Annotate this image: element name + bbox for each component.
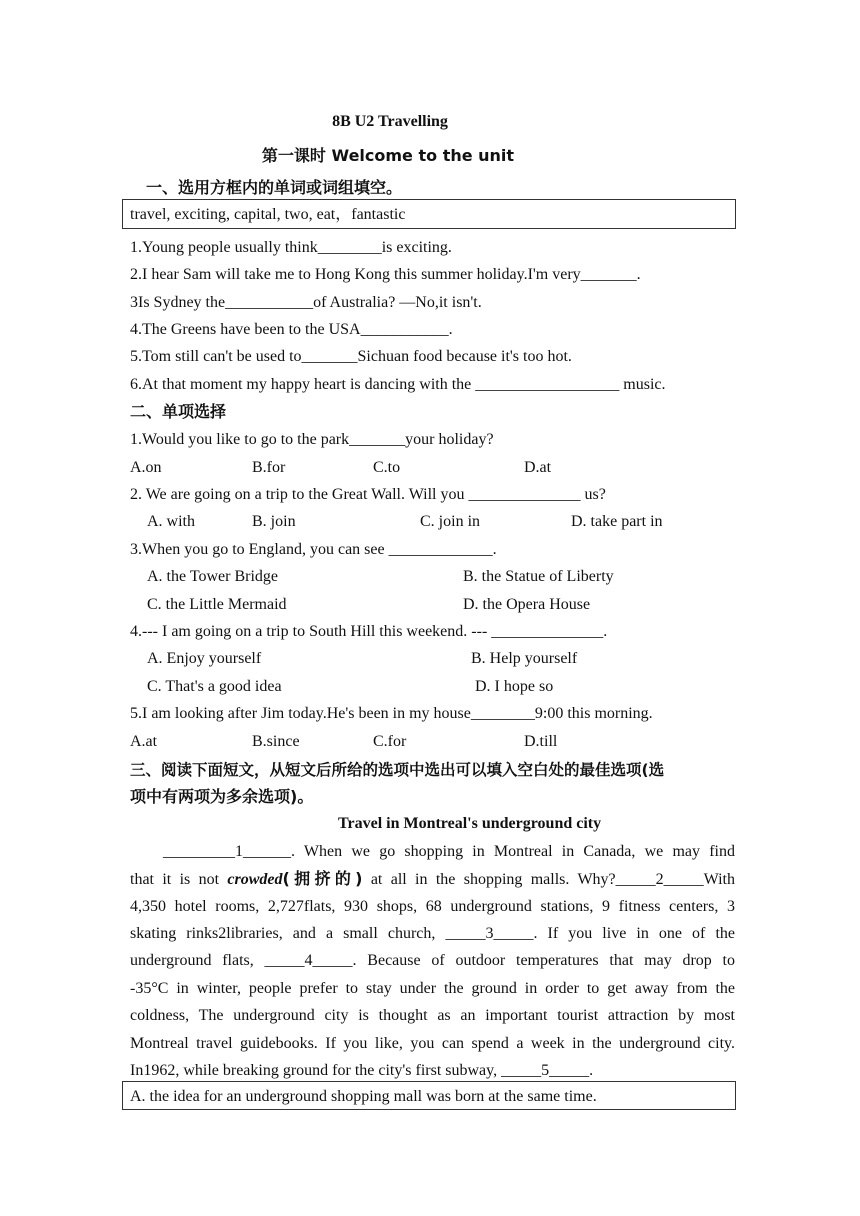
passage-line-5: underground flats, _____4_____. Because of outdoor temperatures that may drop to xyxy=(130,952,735,969)
fill-item-1: 1.Young people usually think________is exciting. xyxy=(130,239,452,256)
section1-heading: 一、选用方框内的单词或词组填空。 xyxy=(146,178,403,197)
mc3-option-c: C. the Little Mermaid xyxy=(147,596,287,613)
mc5-option-c: C.for xyxy=(373,733,407,750)
mc-question-4: 4.--- I am going on a trip to South Hill this weekend. --- ______________. xyxy=(130,623,608,640)
passage-line-2-suffix: at all in the shopping malls. Why?_____2_____With xyxy=(362,871,736,888)
page-title: 8B U2 Travelling xyxy=(332,113,448,130)
mc4-option-b: B. Help yourself xyxy=(471,650,578,667)
mc1-option-a: A.on xyxy=(130,459,162,476)
mc3-option-d: D. the Opera House xyxy=(463,596,591,613)
mc-question-5: 5.I am looking after Jim today.He's been in my house________9:00 this morning. xyxy=(130,705,653,722)
mc-question-1: 1.Would you like to go to the park_______your holiday? xyxy=(130,431,494,448)
mc2-option-c: C. join in xyxy=(420,513,481,530)
passage-line-7: coldness, The underground city is thought as an important tourist attraction by most xyxy=(130,1007,735,1024)
fill-item-6: 6.At that moment my happy heart is dancing with the __________________ music. xyxy=(130,376,666,393)
mc-question-2: 2. We are going on a trip to the Great Wall. Will you ______________ us? xyxy=(130,486,606,503)
passage-title: Travel in Montreal's underground city xyxy=(338,815,602,832)
section3-heading-line1: 三、阅读下面短文，从短文后所给的选项中选出可以填入空白处的最佳选项(选 xyxy=(130,761,665,779)
mc2-option-a: A. with xyxy=(147,513,195,530)
mc1-option-d: D.at xyxy=(524,459,552,476)
word-box-text: travel, exciting, capital, two, eat，fantastic xyxy=(130,206,406,223)
passage-line-3: 4,350 hotel rooms, 2,727flats, 930 shops, 68 underground stations, 9 fitness centers, 3 xyxy=(130,898,735,915)
mc5-option-a: A.at xyxy=(130,733,158,750)
mc2-option-b: B. join xyxy=(252,513,296,530)
subtitle-text: 第一课时 Welcome to the unit xyxy=(261,146,515,165)
mc1-option-c: C.to xyxy=(373,459,401,476)
fill-item-2: 2.I hear Sam will take me to Hong Kong this summer holiday.I'm very_______. xyxy=(130,266,641,283)
mc2-option-d: D. take part in xyxy=(571,513,663,530)
passage-line-6: -35°C in winter, people prefer to stay under the ground in order to get away from the xyxy=(130,980,735,997)
fill-item-4: 4.The Greens have been to the USA___________. xyxy=(130,321,453,338)
fill-item-3: 3Is Sydney the___________of Australia? —No,it isn't. xyxy=(130,294,482,311)
passage-line-8: Montreal travel guidebooks. If you like, you can spend a week in the underground city. xyxy=(130,1035,735,1052)
passage-line-9: In1962, while breaking ground for the city's first subway, _____5_____. xyxy=(130,1062,594,1079)
page-subtitle xyxy=(0,146,818,167)
section3-heading-line2: 项中有两项为多余选项)。 xyxy=(130,787,314,806)
mc3-option-a: A. the Tower Bridge xyxy=(147,568,278,585)
crowded-word: crowded xyxy=(227,871,283,888)
fill-item-5: 5.Tom still can't be used to_______Sichuan food because it's too hot. xyxy=(130,348,572,365)
mc4-option-d: D. I hope so xyxy=(475,678,554,695)
passage-line-4: skating rinks2libraries, and a small church, _____3_____. If you live in one of the xyxy=(130,925,735,942)
mc5-option-b: B.since xyxy=(252,733,300,750)
passage-line-2-prefix: that it is not xyxy=(130,871,228,888)
mc4-option-a: A. Enjoy yourself xyxy=(147,650,262,667)
crowded-note: (拥挤的) xyxy=(282,869,363,888)
mc3-option-b: B. the Statue of Liberty xyxy=(463,568,614,585)
mc4-option-c: C. That's a good idea xyxy=(147,678,282,695)
section2-heading: 二、单项选择 xyxy=(130,402,227,421)
options-box xyxy=(122,1081,736,1110)
passage-line-2 xyxy=(130,869,735,890)
word-box xyxy=(122,199,736,229)
option-a-text: A. the idea for an underground shopping mall was born at the same time. xyxy=(130,1088,597,1105)
passage-line-1: _________1______. When we go shopping in Montreal in Canada, we may find xyxy=(163,843,735,860)
mc-question-3: 3.When you go to England, you can see _____________. xyxy=(130,541,497,558)
mc1-option-b: B.for xyxy=(252,459,286,476)
mc5-option-d: D.till xyxy=(524,733,558,750)
